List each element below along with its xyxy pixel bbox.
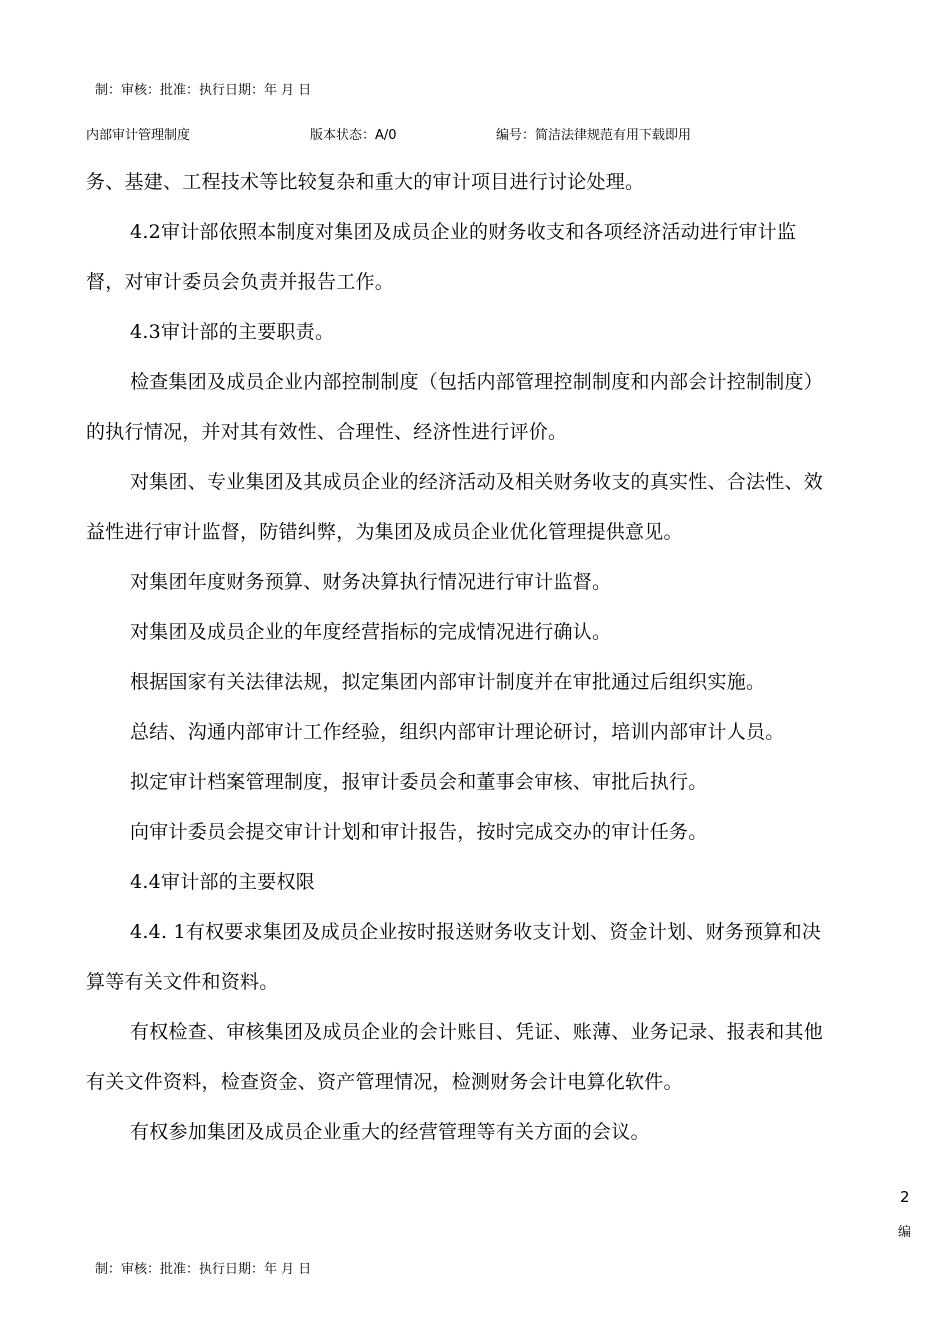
header-signoff: 制：审核：批准：执行日期：年 月 日 bbox=[95, 83, 312, 98]
body-line: 算等有关文件和资料。 bbox=[86, 971, 279, 993]
body-line: 有权检查、审核集团及成员企业的会计账目、凭证、账薄、业务记录、报表和其他 bbox=[130, 1021, 824, 1043]
header-doc-title: 内部审计管理制度 bbox=[86, 128, 191, 143]
header-version: 版本状态：A/0 bbox=[310, 128, 397, 143]
body-line: 根据国家有关法律法规，拟定集团内部审计制度并在审批通过后组织实施。 bbox=[130, 671, 766, 693]
body-line: 有关文件资料，检查资金、资产管理情况，检测财务会计电算化软件。 bbox=[86, 1071, 683, 1093]
body-line: 检查集团及成员企业内部控制制度（包括内部管理控制制度和内部会计控制制度） bbox=[130, 371, 824, 393]
body-line: 益性进行审计监督，防错纠弊，为集团及成员企业优化管理提供意见。 bbox=[86, 521, 683, 543]
body-line: 拟定审计档案管理制度，报审计委员会和董事会审核、审批后执行。 bbox=[130, 771, 708, 793]
body-line: 4.2审计部依照本制度对集团及成员企业的财务收支和各项经济活动进行审计监 bbox=[130, 221, 797, 243]
body-line: 4.4. 1有权要求集团及成员企业按时报送财务收支计划、资金计划、财务预算和决 bbox=[130, 921, 822, 943]
body-line: 对集团、专业集团及其成员企业的经济活动及相关财务收支的真实性、合法性、效 bbox=[130, 471, 824, 493]
page-number: 2 bbox=[900, 1188, 910, 1206]
footer-edit-mark: 编 bbox=[898, 1225, 912, 1240]
body-line: 督，对审计委员会负责并报告工作。 bbox=[86, 271, 395, 293]
body-line: 向审计委员会提交审计计划和审计报告，按时完成交办的审计任务。 bbox=[130, 821, 708, 843]
body-line: 对集团年度财务预算、财务决算执行情况进行审计监督。 bbox=[130, 571, 612, 593]
body-line: 务、基建、工程技术等比较复杂和重大的审计项目进行讨论处理。 bbox=[86, 171, 645, 193]
body-line: 4.4审计部的主要权限 bbox=[130, 871, 315, 893]
footer-signoff: 制：审核：批准：执行日期：年 月 日 bbox=[95, 1262, 312, 1277]
body-line: 的执行情况，并对其有效性、合理性、经济性进行评价。 bbox=[86, 421, 568, 443]
body-line: 总结、沟通内部审计工作经验，组织内部审计理论研讨，培训内部审计人员。 bbox=[130, 721, 785, 743]
body-line: 4.3审计部的主要职责。 bbox=[130, 321, 335, 343]
body-line: 对集团及成员企业的年度经营指标的完成情况进行确认。 bbox=[130, 621, 612, 643]
header-code: 编号：简洁法律规范有用下载即用 bbox=[496, 128, 692, 143]
body-line: 有权参加集团及成员企业重大的经营管理等有关方面的会议。 bbox=[130, 1121, 650, 1143]
